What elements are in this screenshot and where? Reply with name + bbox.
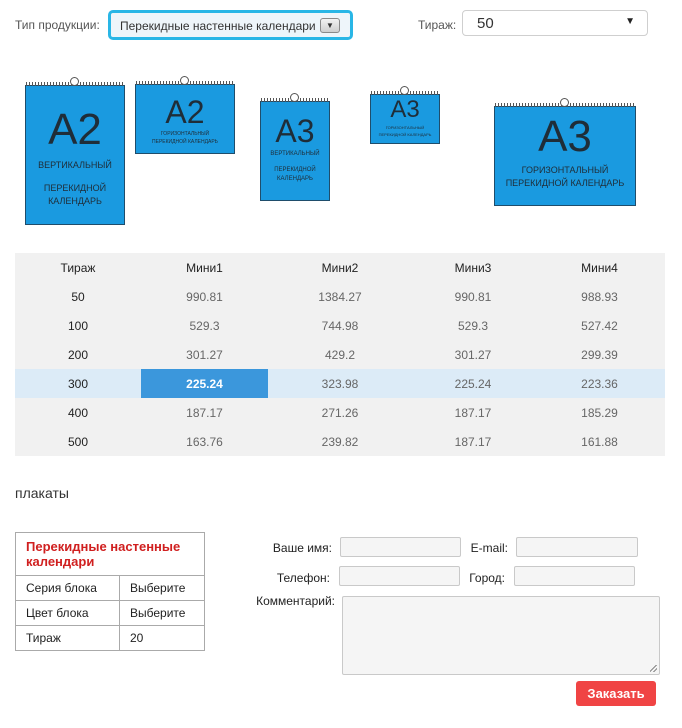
order-param-label: Цвет блока [16, 601, 120, 626]
thumbnail-caption-bottom: ПЕРЕКИДНОЙ КАЛЕНДАРЬ [43, 183, 107, 206]
thumbnail-caption-bottom: ПЕРЕКИДНОЙ КАЛЕНДАРЬ [152, 139, 218, 145]
price-cell[interactable]: 429.2 [324, 347, 356, 362]
thumbnail-size: A3 [275, 113, 315, 149]
product-type-value: Перекидные настенные календари [120, 19, 316, 33]
thumbnail-size: A3 [390, 96, 420, 123]
row-circulation: 500 [67, 434, 89, 449]
calendar-ring [180, 76, 189, 85]
email-field[interactable] [516, 537, 638, 557]
price-cell[interactable]: 301.27 [186, 347, 223, 362]
price-cell[interactable]: 990.81 [454, 289, 492, 304]
price-cell[interactable]: 187.17 [186, 405, 223, 420]
resize-grip-icon[interactable] [650, 665, 657, 672]
price-cell[interactable]: 1384.27 [318, 289, 362, 304]
table-row [15, 282, 665, 311]
thumbnail-caption-bottom: ПЕРЕКИДНОЙ КАЛЕНДАРЬ [505, 178, 625, 188]
calendar-ring [400, 86, 409, 95]
row-circulation: 300 [67, 376, 89, 391]
order-param-label: Серия блока [16, 576, 120, 601]
thumbnail-caption-top: ВЕРТИКАЛЬНЫЙ [270, 151, 320, 157]
price-cell[interactable]: 239.82 [321, 434, 359, 449]
price-cell[interactable]: 187.17 [454, 434, 492, 449]
chevron-down-icon: ▼ [625, 16, 635, 27]
thumbnail-a2-vertical[interactable] [25, 85, 125, 225]
price-cell[interactable]: 299.39 [581, 347, 618, 362]
price-cell[interactable]: 161.88 [581, 434, 618, 449]
calendar-ring [70, 77, 79, 86]
price-cell[interactable]: 187.17 [454, 405, 492, 420]
phone-field[interactable] [339, 566, 460, 586]
circulation-label: Тираж: [418, 18, 457, 32]
thumbnail-size: A3 [538, 112, 592, 161]
table-row [16, 576, 205, 601]
price-cell-selected[interactable]: 225.24 [141, 369, 268, 398]
product-type-select[interactable] [108, 10, 353, 40]
name-label: Ваше имя: [272, 541, 332, 555]
price-cell[interactable]: 323.98 [321, 376, 359, 391]
order-param-value[interactable]: Выберите [120, 601, 205, 626]
thumbnail-size: A2 [165, 94, 205, 130]
row-circulation: 400 [67, 405, 89, 420]
row-circulation: 100 [67, 318, 89, 333]
order-param-label: Тираж [16, 626, 120, 651]
thumbnail-caption-top: ГОРИЗОНТАЛЬНЫЙ [521, 165, 609, 175]
price-cell[interactable]: 163.76 [186, 434, 223, 449]
table-row [16, 601, 205, 626]
order-param-value[interactable]: 20 [120, 626, 205, 651]
thumbnail-a3-horizontal-small[interactable] [370, 94, 440, 144]
thumbnail-caption-bottom: ПЕРЕКИДНОЙ КАЛЕНДАРЬ [274, 167, 316, 182]
price-cell[interactable]: 301.27 [454, 347, 492, 362]
chevron-down-icon[interactable]: ▼ [320, 18, 340, 33]
thumbnail-caption-top: ГОРИЗОНТАЛЬНЫЙ [385, 125, 425, 130]
thumbnail-caption-bottom: ПЕРЕКИДНОЙ КАЛЕНДАРЬ [378, 132, 432, 137]
circulation-value: 50 [477, 15, 494, 32]
email-label: E-mail: [470, 541, 508, 555]
header-mini1: Мини1 [186, 260, 223, 275]
circulation-select[interactable] [462, 10, 648, 36]
price-cell[interactable]: 271.26 [321, 405, 359, 420]
price-cell[interactable]: 990.81 [186, 289, 223, 304]
price-cell[interactable]: 529.3 [457, 318, 489, 333]
calendar-ring [560, 98, 569, 107]
thumbnail-a2-horizontal[interactable] [135, 84, 235, 154]
thumbnail-caption-top: ВЕРТИКАЛЬНЫЙ [38, 160, 112, 170]
thumbnail-a3-horizontal-large[interactable] [494, 106, 636, 206]
thumbnail-size: A2 [48, 105, 102, 154]
product-type-label: Тип продукции: [15, 18, 100, 32]
city-field[interactable] [514, 566, 635, 586]
price-cell[interactable]: 744.98 [321, 318, 359, 333]
name-field[interactable] [340, 537, 461, 557]
header-mini2: Мини2 [321, 260, 359, 275]
order-param-value[interactable]: Выберите [120, 576, 205, 601]
thumbnail-caption-top: ГОРИЗОНТАЛЬНЫЙ [160, 131, 210, 137]
comment-label: Комментарий: [256, 594, 335, 608]
table-row [15, 398, 665, 427]
price-table-header [15, 253, 665, 282]
row-circulation: 50 [71, 289, 85, 304]
price-cell[interactable]: 527.42 [581, 318, 618, 333]
header-mini4: Мини4 [581, 260, 618, 275]
table-row [15, 311, 665, 340]
comment-field[interactable] [342, 596, 660, 675]
price-cell[interactable]: 225.24 [454, 376, 492, 391]
calendar-ring [290, 93, 299, 102]
price-cell[interactable]: 185.29 [581, 405, 618, 420]
order-button[interactable]: Заказать [576, 681, 656, 706]
table-row [15, 340, 665, 369]
table-row [15, 427, 665, 456]
price-cell[interactable]: 529.3 [189, 318, 220, 333]
section-title: плакаты [15, 485, 69, 501]
order-summary-table [15, 532, 205, 651]
table-row-highlighted [15, 369, 665, 398]
price-cell[interactable]: 988.93 [581, 289, 618, 304]
header-circulation: Тираж [60, 260, 96, 275]
table-row [16, 626, 205, 651]
thumbnail-a3-vertical[interactable] [260, 101, 330, 201]
city-label: Город: [469, 571, 505, 585]
order-summary-title: Перекидные настенные календари [16, 533, 205, 576]
price-table [15, 253, 665, 456]
phone-label: Телефон: [276, 571, 330, 585]
header-mini3: Мини3 [454, 260, 492, 275]
row-circulation: 200 [67, 347, 89, 362]
price-cell[interactable]: 223.36 [581, 376, 618, 391]
